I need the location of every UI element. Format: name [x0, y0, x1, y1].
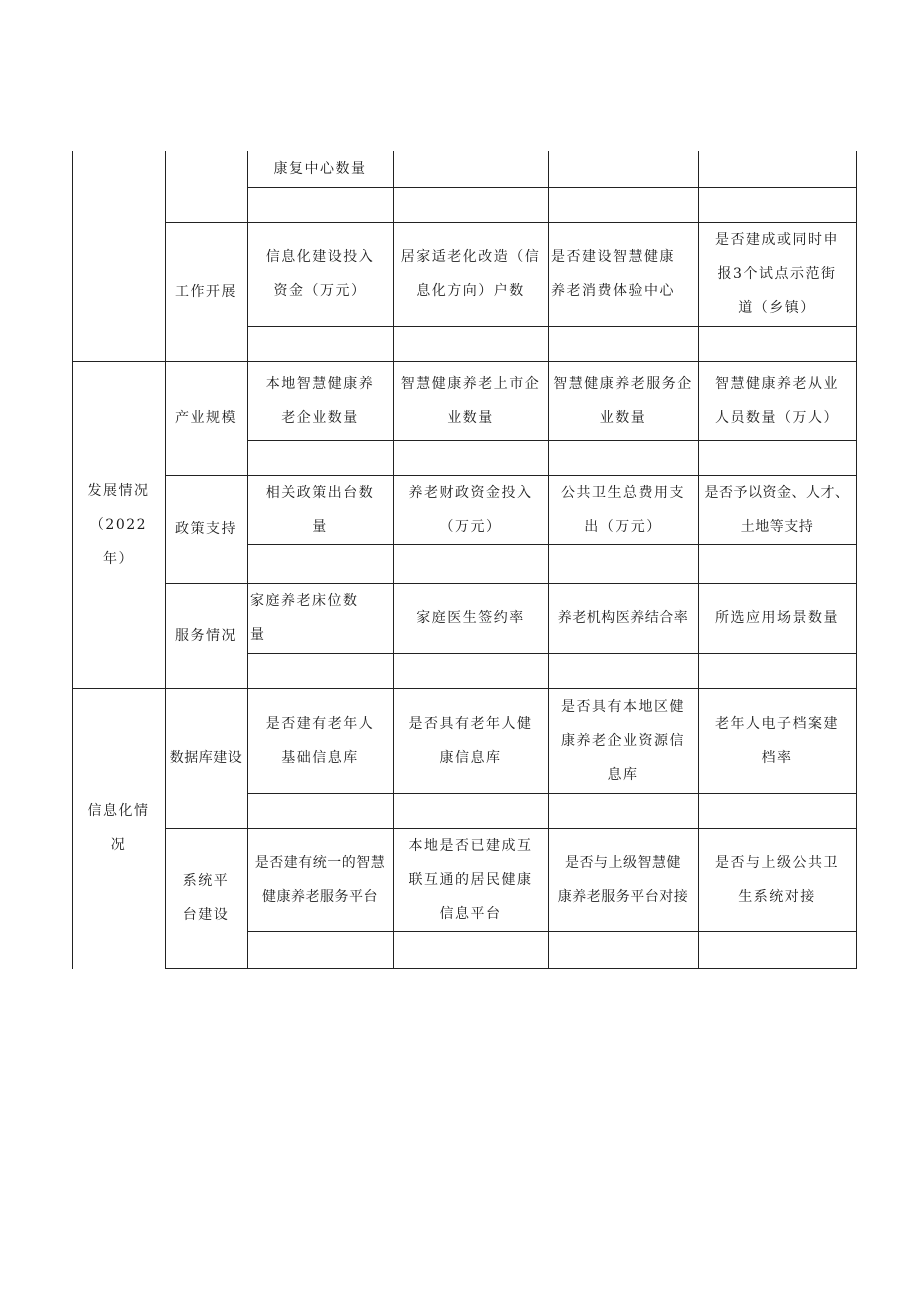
subcategory-label: [165, 688, 247, 828]
cell-text: 是否具有老年人健 康信息库: [408, 715, 533, 766]
subcategory-label-text: 服务情况: [175, 627, 237, 644]
table-cell: [247, 828, 393, 931]
table-cell: [548, 475, 698, 544]
cell-text: 是否予以资金、人才、 土地等支持: [704, 484, 850, 535]
subcategory-label: [165, 222, 247, 361]
table-cell: [393, 583, 548, 653]
cell-text: 本地智慧健康养 老企业数量: [265, 375, 375, 426]
cell-text: 智慧健康养老服务企 业数量: [553, 375, 693, 426]
cell-text: 家庭医生签约率: [416, 610, 525, 626]
table-border-right: [856, 151, 857, 969]
row-line: [247, 544, 856, 545]
cell-text: 养老财政资金投入 （万元）: [408, 484, 533, 535]
table-cell: [548, 583, 698, 653]
cell-text: 是否与上级公共卫 生系统对接: [715, 854, 839, 905]
cell-text: 家庭养老床位数 量: [250, 593, 359, 643]
cell-text: 相关政策出台数 量: [265, 484, 375, 535]
subcategory-label: [165, 361, 247, 475]
table-cell: [247, 222, 393, 326]
category-label: [72, 361, 165, 688]
subcategory-label: [165, 583, 247, 688]
table-cell: [247, 475, 393, 544]
cell-text: 是否建成或同时申 报3个试点示范街 道（乡镇）: [715, 232, 839, 316]
row-line: [393, 187, 856, 188]
subcategory-label-text: 工作开展: [175, 283, 237, 300]
subcategory-label-text: 数据库建设: [169, 750, 243, 766]
table-cell: [698, 361, 856, 440]
table-cell: [698, 475, 856, 544]
category-label-text: 发展情况 （2022 年）: [87, 482, 150, 567]
table-cell: [698, 828, 856, 931]
row-line: [247, 793, 856, 794]
table-cell: [548, 828, 698, 931]
subcategory-label-text: 系统平 台建设: [182, 873, 230, 923]
table-cell: [393, 222, 548, 326]
table-cell: [247, 361, 393, 440]
table-cell: [548, 222, 698, 326]
cell-text: 康复中心数量: [273, 161, 367, 177]
table-cell: [548, 361, 698, 440]
table-cell: [247, 583, 393, 653]
table-cell: [548, 688, 698, 793]
table-cell: [698, 688, 856, 793]
row-line: [247, 931, 856, 932]
row-line: [247, 187, 393, 188]
table-cell: [247, 688, 393, 793]
table-border-bottom: [165, 968, 856, 969]
table-cell: [393, 475, 548, 544]
cell-text: 本地是否已建成互 联互通的居民健康 信息平台: [408, 837, 533, 922]
cell-text: 智慧健康养老从业 人员数量（万人）: [715, 375, 839, 426]
table-cell: [393, 688, 548, 793]
cell-text: 公共卫生总费用支 出（万元）: [561, 484, 685, 535]
row-line: [247, 326, 856, 327]
row-line: [247, 653, 856, 654]
category-label: [72, 688, 165, 968]
row-line: [247, 440, 856, 441]
table-cell: [698, 222, 856, 326]
table-cell: [698, 583, 856, 653]
cell-text: 是否建设智慧健康 养老消费体验中心: [551, 249, 675, 299]
table-cell: [393, 361, 548, 440]
cell-text: 智慧健康养老上市企 业数量: [400, 375, 541, 426]
table-cell: [247, 151, 393, 187]
subcategory-label: [165, 475, 247, 583]
cell-text: 是否具有本地区健 康养老企业资源信 息库: [561, 698, 685, 783]
category-label-text: 信息化情 况: [87, 803, 150, 853]
cell-text: 信息化建设投入 资金（万元）: [265, 249, 375, 299]
subcategory-label-text: 产业规模: [175, 410, 237, 426]
cell-text: 是否与上级智慧健 康养老服务平台对接: [557, 854, 689, 905]
cell-text: 老年人电子档案建 档率: [715, 715, 839, 766]
subcategory-label-text: 政策支持: [175, 521, 237, 537]
table-cell: [393, 828, 548, 931]
cell-text: 养老机构医养结合率: [557, 610, 689, 626]
cell-text: 居家适老化改造（信 息化方向）户数: [400, 249, 541, 299]
cell-text: 是否建有统一的智慧 健康养老服务平台: [254, 854, 386, 905]
cell-text: 所选应用场景数量: [715, 610, 839, 626]
cell-text: 是否建有老年人 基础信息库: [265, 715, 375, 766]
subcategory-label: [165, 828, 247, 968]
